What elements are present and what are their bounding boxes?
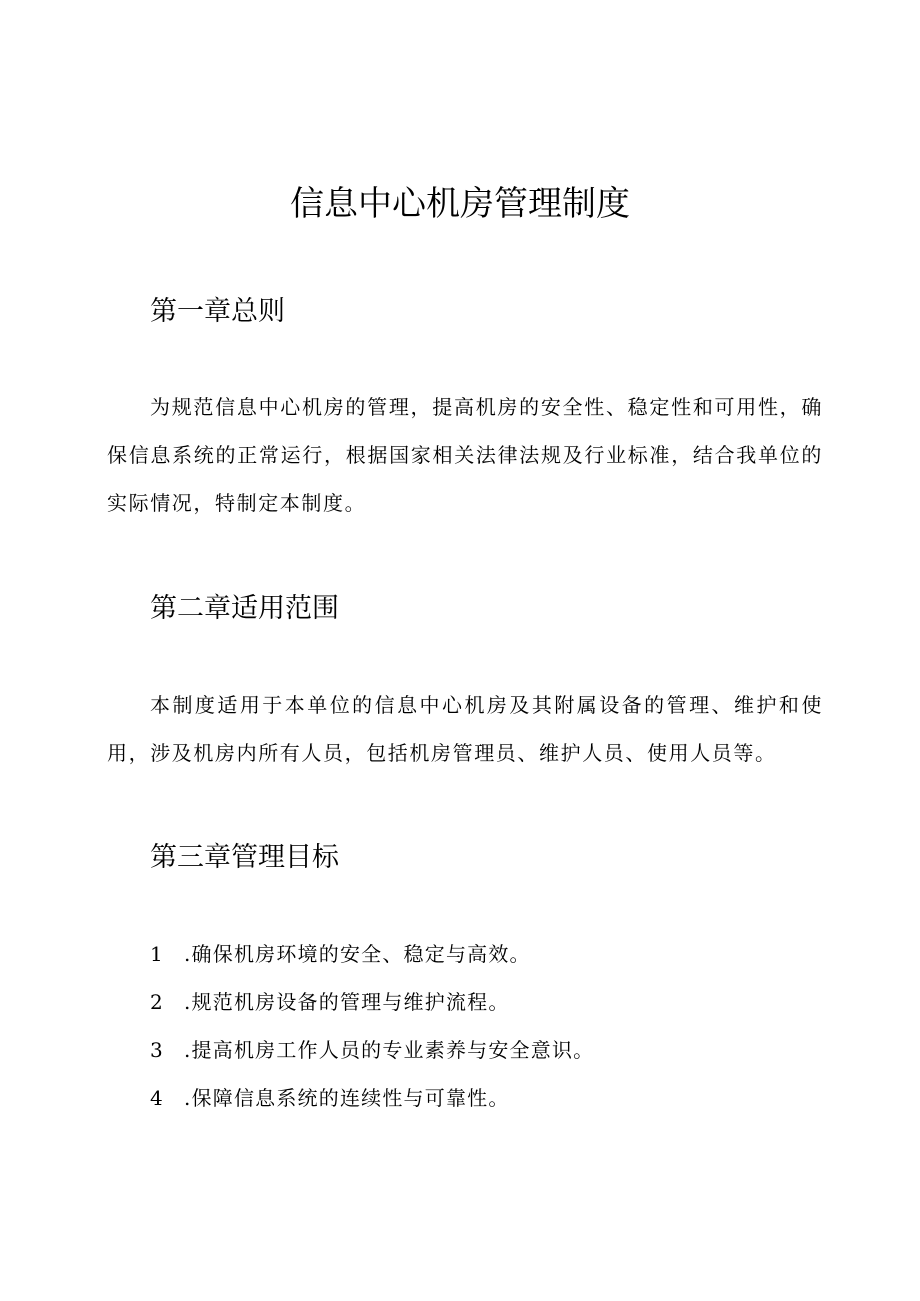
list-item-text: .提高机房工作人员的专业素养与安全意识。	[184, 1038, 595, 1062]
list-item-text: .确保机房环境的安全、稳定与高效。	[184, 942, 531, 966]
list-item-number: 1	[150, 942, 164, 966]
list-item-number: 4	[150, 1086, 164, 1110]
document-title: 信息中心机房管理制度	[290, 184, 630, 224]
list-item-text: .保障信息系统的连续性与可靠性。	[184, 1086, 510, 1110]
chapter-3-heading: 第三章管理目标	[150, 842, 339, 873]
list-item-text: .规范机房设备的管理与维护流程。	[184, 990, 510, 1014]
chapter-2-paragraph: 本制度适用于本单位的信息中心机房及其附属设备的管理、维护和使用，涉及机房内所有人员，包括机房管理员、维护人员、使用人员等。	[107, 693, 823, 765]
chapter-2-heading: 第二章适用范围	[150, 593, 339, 624]
chapter-1-paragraph: 为规范信息中心机房的管理，提高机房的安全性、稳定性和可用性，确保信息系统的正常运行，根据国家相关法律法规及行业标准，结合我单位的实际情况，特制定本制度。	[107, 395, 823, 515]
list-item	[150, 1026, 594, 1074]
list-item-number: 2	[150, 990, 164, 1014]
list-item	[150, 1074, 594, 1122]
list-item	[150, 930, 594, 978]
list-item	[150, 978, 594, 1026]
chapter-1-heading: 第一章总则	[150, 296, 285, 327]
management-goals-list	[150, 930, 594, 1122]
list-item-number: 3	[150, 1038, 164, 1062]
